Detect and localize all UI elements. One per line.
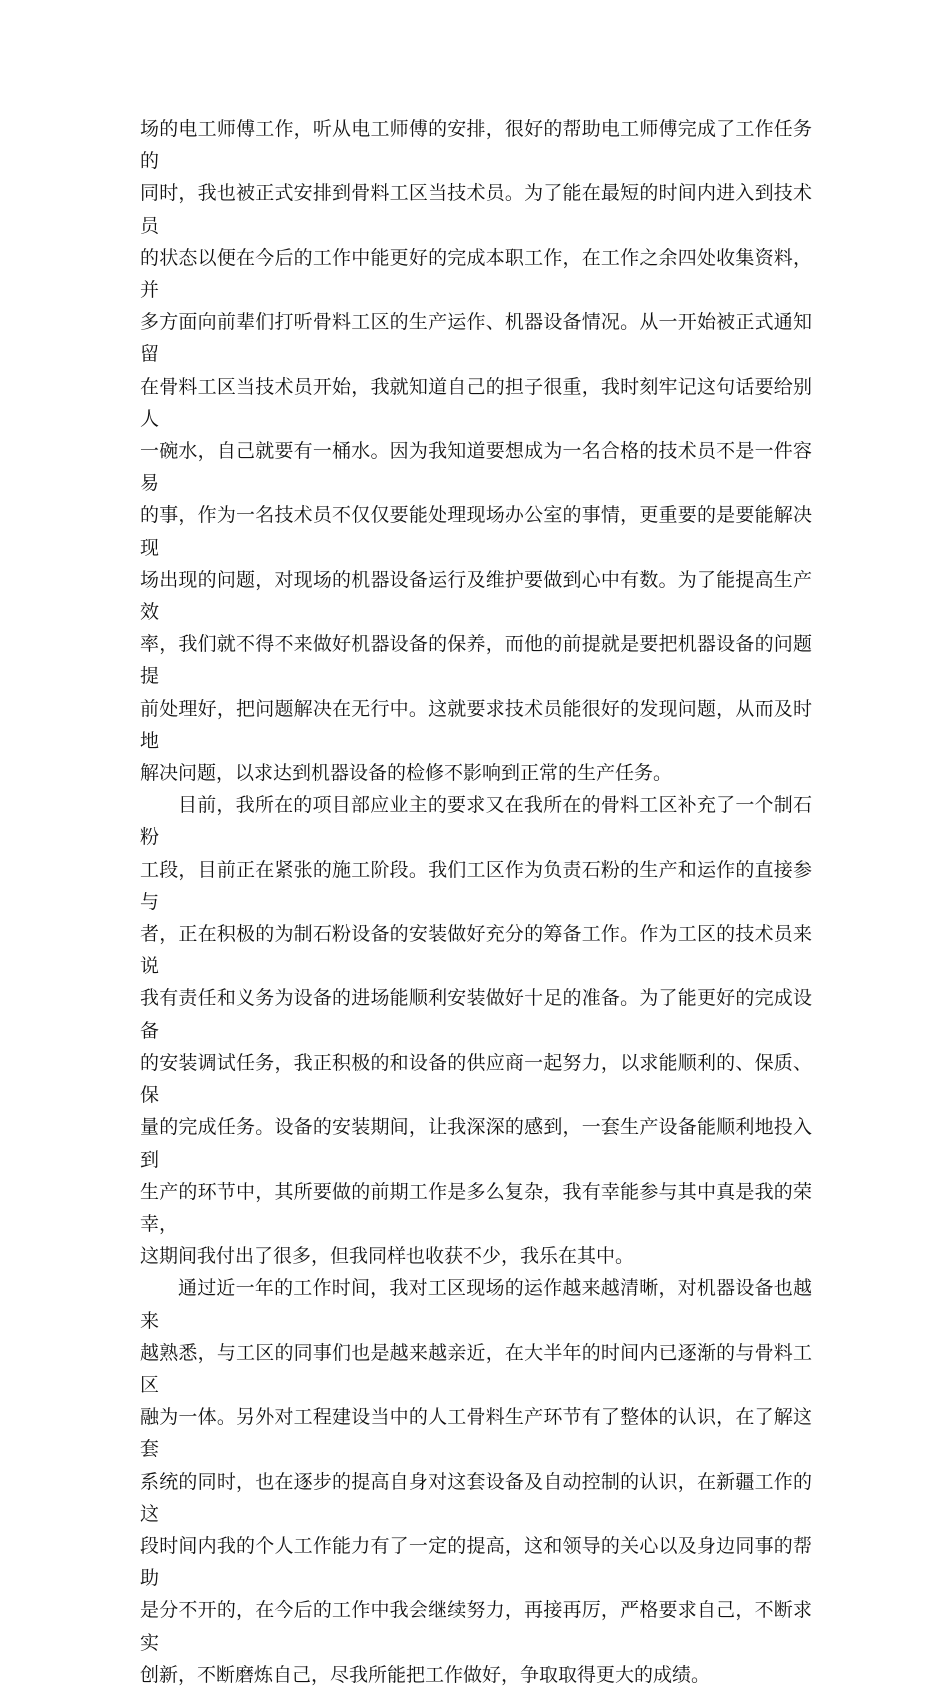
- text-line: 的状态以便在今后的工作中能更好的完成本职工作，在工作之余四处收集资料，并: [140, 246, 812, 302]
- text-line: 的安装调试任务，我正积极的和设备的供应商一起努力，以求能顺利的、保质、保: [140, 1051, 812, 1107]
- text-line: 场出现的问题，对现场的机器设备运行及维护要做到心中有数。为了能提高生产效: [140, 568, 812, 624]
- text-line: 这期间我付出了很多，但我同样也收获不少，我乐在其中。: [140, 1245, 635, 1268]
- paragraph-2: [140, 789, 812, 1272]
- paragraph-1: [140, 113, 812, 789]
- text-line: 前处理好，把问题解决在无行中。这就要求技术员能很好的发现问题，从而及时地: [140, 697, 812, 752]
- text-line: 量的完成任务。设备的安装期间，让我深深的感到，一套生产设备能顺利地投入到: [140, 1116, 812, 1171]
- text-line: 段时间内我的个人工作能力有了一定的提高，这和领导的关心以及身边同事的帮助: [140, 1534, 812, 1590]
- text-line: 生产的环节中，其所要做的前期工作是多么复杂，我有幸能参与其中真是我的荣幸，: [140, 1180, 812, 1235]
- text-line: 的事，作为一名技术员不仅仅要能处理现场办公室的事情，更重要的是要能解决现: [140, 504, 812, 559]
- text-line: 越熟悉，与工区的同事们也是越来越亲近，在大半年的时间内已逐渐的与骨料工区: [140, 1341, 812, 1396]
- text-line: 工段，目前正在紧张的施工阶段。我们工区作为负责石粉的生产和运作的直接参与: [140, 858, 812, 913]
- text-line: 解决问题，以求达到机器设备的检修不影响到正常的生产任务。: [140, 762, 673, 785]
- text-line: 一碗水，自己就要有一桶水。因为我知道要想成为一名合格的技术员不是一件容易: [140, 440, 812, 495]
- text-line: 同时，我也被正式安排到骨料工区当技术员。为了能在最短的时间内进入到技术员: [140, 182, 812, 237]
- text-line: 多方面向前辈们打听骨料工区的生产运作、机器设备情况。从一开始被正式通知留: [140, 311, 812, 366]
- text-line: 是分不开的，在今后的工作中我会继续努力，再接再厉，严格要求自己，不断求实: [140, 1599, 812, 1654]
- text-line: 系统的同时，也在逐步的提高自身对这套设备及自动控制的认识，在新疆工作的这: [140, 1470, 812, 1525]
- paragraph-3: [140, 1272, 812, 1691]
- text-line: 目前，我所在的项目部应业主的要求又在我所在的骨料工区补充了一个制石粉: [140, 794, 812, 849]
- text-line: 通过近一年的工作时间，我对工区现场的运作越来越清晰，对机器设备也越来: [140, 1277, 812, 1332]
- text-line: 创新，不断磨炼自己，尽我所能把工作做好，争取取得更大的成绩。: [140, 1663, 711, 1686]
- text-line: 我有责任和义务为设备的进场能顺利安装做好十足的准备。为了能更好的完成设备: [140, 987, 812, 1042]
- text-line: 在骨料工区当技术员开始，我就知道自己的担子很重，我时刻牢记这句话要给别人: [140, 375, 812, 430]
- text-line: 融为一体。另外对工程建设当中的人工骨料生产环节有了整体的认识，在了解这套: [140, 1406, 812, 1461]
- text-line: 者，正在积极的为制石粉设备的安装做好充分的筹备工作。作为工区的技术员来说: [140, 923, 812, 978]
- text-line: 率，我们就不得不来做好机器设备的保养，而他的前提就是要把机器设备的问题提: [140, 633, 812, 688]
- text-line: 场的电工师傅工作，听从电工师傅的安排，很好的帮助电工师傅完成了工作任务的: [140, 118, 812, 173]
- document-page: [140, 113, 812, 1691]
